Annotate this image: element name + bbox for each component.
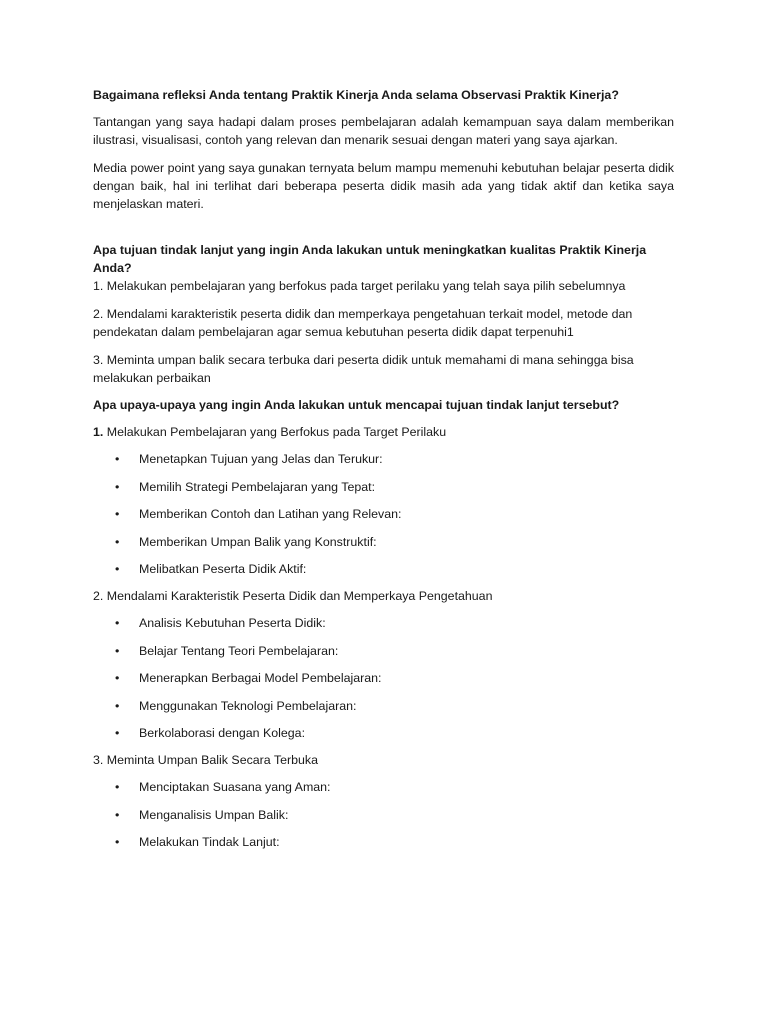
efforts-group-3-title: Meminta Umpan Balik Secara Terbuka	[103, 752, 318, 767]
bullet-icon: •	[115, 561, 120, 576]
follow-up-item-1: 1. Melakukan pembelajaran yang berfokus pada target perilaku yang telah saya pilih sebelumnya	[93, 279, 626, 293]
reflection-paragraph-2: Media power point yang saya gunakan ternyata belum mampu memenuhi kebutuhan belajar peserta didik dengan baik, hal ini terlihat dari beberapa peserta didik masih ada yang tidak aktif dan ketika saya menjelaskan materi.	[93, 161, 674, 211]
list-item	[93, 669, 674, 687]
list-item	[93, 450, 674, 468]
list-item	[93, 833, 674, 851]
list-item-text: Berkolaborasi dengan Kolega:	[139, 725, 306, 740]
bullet-icon: •	[115, 616, 120, 631]
list-item	[93, 778, 674, 796]
bullet-icon: •	[115, 671, 120, 686]
bullet-icon: •	[115, 507, 120, 522]
bullet-icon: •	[115, 479, 120, 494]
list-item-text: Menetapkan Tujuan yang Jelas dan Terukur:	[139, 452, 383, 467]
list-item-text: Melakukan Tindak Lanjut:	[139, 835, 280, 850]
list-item	[93, 724, 674, 742]
list-item-text: Melibatkan Peserta Didik Aktif:	[139, 561, 307, 576]
document-page	[93, 86, 674, 851]
bullet-icon: •	[115, 780, 120, 795]
follow-up-item-3: 3. Meminta umpan balik secara terbuka dari peserta didik untuk memahami di mana sehingga bisa melakukan perbaikan	[93, 353, 634, 385]
list-item	[93, 642, 674, 660]
bullet-icon: •	[115, 807, 120, 822]
list-item	[93, 533, 674, 551]
list-item-text: Menciptakan Suasana yang Aman:	[139, 780, 331, 795]
list-item-text: Menerapkan Berbagai Model Pembelajaran:	[139, 671, 382, 686]
efforts-question: Apa upaya-upaya yang ingin Anda lakukan untuk mencapai tujuan tindak lanjut tersebut?	[93, 398, 620, 412]
reflection-paragraph-1: Tantangan yang saya hadapi dalam proses pembelajaran adalah kemampuan saya dalam memberikan ilustrasi, visualisasi, contoh yang relevan dan menarik sesuai dengan materi yang saya ajarkan.	[93, 115, 674, 147]
list-item-text: Menganalisis Umpan Balik:	[139, 807, 289, 822]
reflection-question: Bagaimana refleksi Anda tentang Praktik Kinerja Anda selama Observasi Praktik Kinerja?	[93, 88, 619, 102]
efforts-group-2-heading	[93, 587, 674, 605]
bullet-icon: •	[115, 643, 120, 658]
follow-up-item-2: 2. Mendalami karakteristik peserta didik dan memperkaya pengetahuan terkait model, metode dan pendekatan dalam pembelajaran agar semua kebutuhan peserta didik dapat terpenuhi1	[93, 307, 633, 339]
efforts-group-1-title: Melakukan Pembelajaran yang Berfokus pada Target Perilaku	[103, 425, 447, 439]
list-item-text: Memberikan Umpan Balik yang Konstruktif:	[139, 534, 377, 549]
efforts-group-1-number: 1.	[93, 425, 104, 439]
list-item	[93, 560, 674, 578]
bullet-icon: •	[115, 452, 120, 467]
efforts-group-3-list	[93, 778, 674, 851]
list-item	[93, 505, 674, 523]
list-item-text: Memilih Strategi Pembelajaran yang Tepat:	[139, 479, 376, 494]
bullet-icon: •	[115, 835, 120, 850]
efforts-group-2-number: 2.	[93, 588, 104, 603]
efforts-group-3-heading	[93, 751, 674, 769]
list-item	[93, 478, 674, 496]
bullet-icon: •	[115, 725, 120, 740]
list-item-text: Belajar Tentang Teori Pembelajaran:	[139, 643, 339, 658]
efforts-group-2-title: Mendalami Karakteristik Peserta Didik dan Memperkaya Pengetahuan	[103, 588, 493, 603]
efforts-group-1-heading	[93, 423, 674, 441]
bullet-icon: •	[115, 698, 120, 713]
list-item	[93, 697, 674, 715]
efforts-group-3-number: 3.	[93, 752, 104, 767]
list-item-text: Menggunakan Teknologi Pembelajaran:	[139, 698, 357, 713]
list-item	[93, 806, 674, 824]
efforts-group-1-list	[93, 450, 674, 578]
list-item-text: Memberikan Contoh dan Latihan yang Relevan:	[139, 507, 402, 522]
list-item	[93, 614, 674, 632]
efforts-group-2-list	[93, 614, 674, 742]
bullet-icon: •	[115, 534, 120, 549]
list-item-text: Analisis Kebutuhan Peserta Didik:	[139, 616, 326, 631]
follow-up-question: Apa tujuan tindak lanjut yang ingin Anda lakukan untuk meningkatkan kualitas Praktik Kinerja Anda?	[93, 243, 647, 275]
